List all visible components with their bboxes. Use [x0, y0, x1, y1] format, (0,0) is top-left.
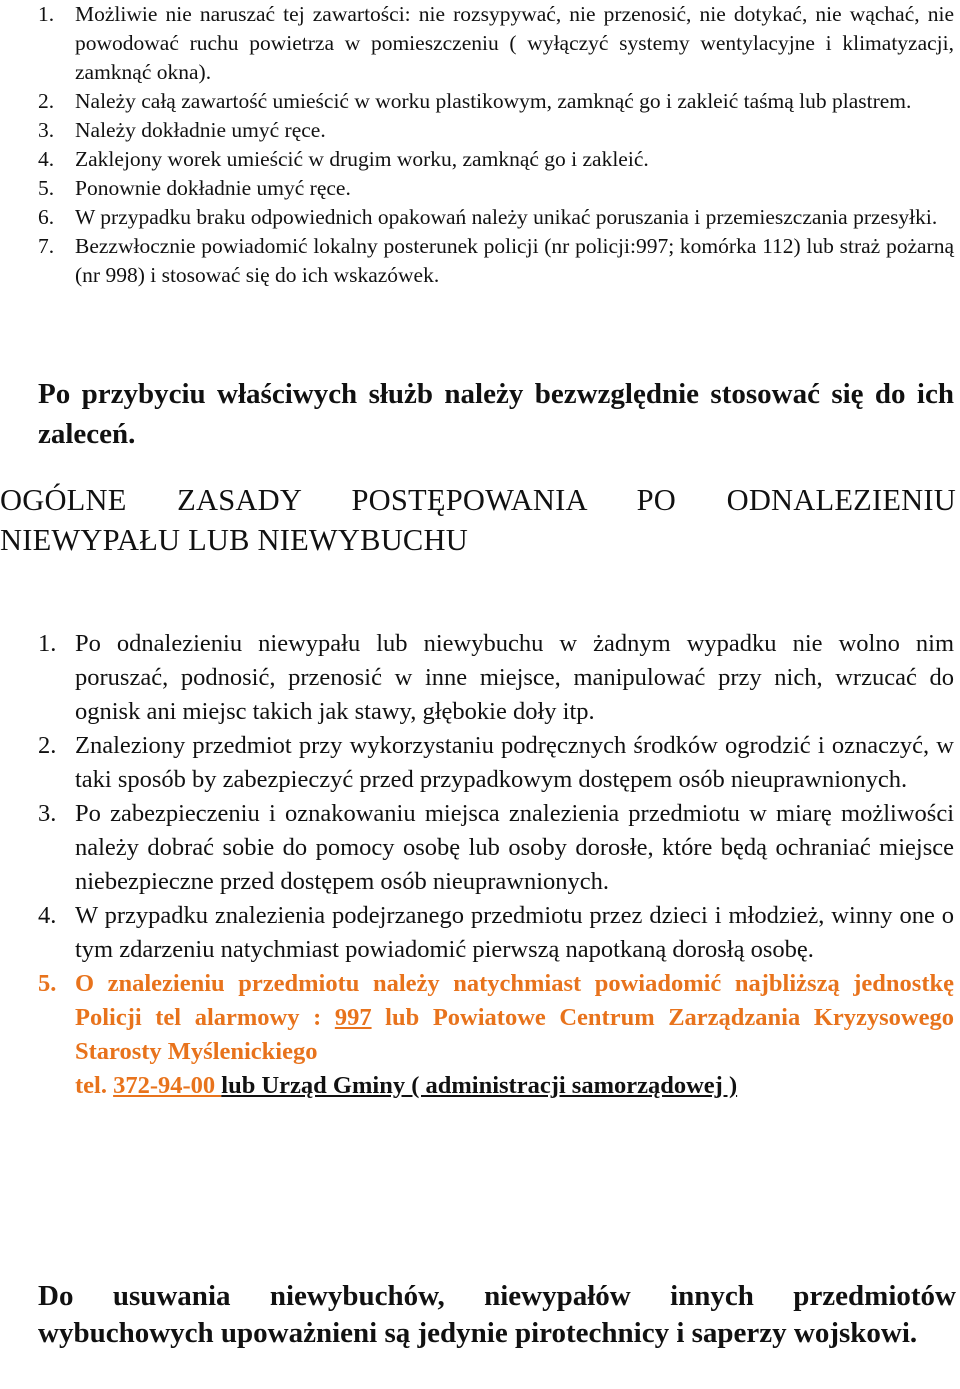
section-heading: OGÓLNE ZASADY POSTĘPOWANIA PO ODNALEZIENIU NIEWYPAŁU LUB NIEWYBUCHU	[0, 483, 956, 557]
list-item: 3. Należy dokładnie umyć ręce.	[38, 118, 326, 142]
list-item: 2. Znaleziony przedmiot przy wykorzystaniu podręcznych środków ogrodzić i oznaczyć, w taki sposób by zabezpieczyć przed przypadkowym dostępem osób nieuprawnionych.	[38, 732, 954, 793]
list-item: 2. Należy całą zawartość umieścić w worku plastikowym, zamknąć go i zakleić taśmą lub plastrem.	[38, 89, 912, 113]
list-item: 6. W przypadku braku odpowiednich opakowań należy unikać poruszania i przemieszczania przesyłki.	[38, 205, 938, 229]
list-item: 7. Bezzwłocznie powiadomić lokalny posterunek policji (nr policji:997; komórka 112) lub straż pożarną (nr 998) i stosować się do ich wskazówek.	[38, 234, 954, 287]
list-item: 3. Po zabezpieczeniu i oznakowaniu miejsca znalezienia przedmiotu w miarę możliwości należy dobrać sobie do pomocy osobę lub osoby dorosłe, które będą ochraniać miejsce niebezpieczne przed dostępem osób nieuprawnionych.	[38, 800, 954, 895]
municipal-office-text: lub Urząd Gminy ( administracji samorządowej )	[221, 1072, 738, 1099]
precautions-list	[0, 0, 958, 290]
footer-paragraph: Do usuwania niewybuchów, niewypałów innych przedmiotów wybuchowych upoważnieni są jedynie pirotechnicy i saperzy wojskowi.	[38, 1280, 956, 1349]
list-item: 1. Po odnalezieniu niewypału lub niewybuchu w żadnym wypadku nie wolno nim poruszać, podnosić, przenosić w inne miejsce, manipulować przy nich, wrzucać do ognisk ani miejsc takich jak stawy, głębokie doły itp.	[38, 630, 954, 725]
emphasis-paragraph: Po przybyciu właściwych służb należy bezwzględnie stosować się do ich zaleceń.	[38, 378, 954, 450]
procedure-list	[0, 627, 958, 1103]
list-item: 4. Zaklejony worek umieścić w drugim worku, zamknąć go i zakleić.	[38, 147, 649, 171]
list-item: 4. W przypadku znalezienia podejrzanego przedmiotu przez dzieci i młodzież, winny one o tym zdarzeniu natychmiast powiadomić pierwszą napotkaną dorosłą osobę.	[38, 902, 954, 963]
police-phone: 997	[334, 1004, 372, 1031]
list-item: 5. Ponownie dokładnie umyć ręce.	[38, 176, 351, 200]
list-item: 1. Możliwie nie naruszać tej zawartości: nie rozsypywać, nie przenosić, nie dotykać, nie wąchać, nie powodować ruchu powietrza w pomieszczeniu ( wyłączyć systemy wentylacyjne i klimatyzacji, zamknąć okna).	[38, 2, 954, 84]
crisis-center-phone: 372-94-00	[113, 1072, 222, 1099]
list-item-emergency: 5. O znalezieniu przedmiotu należy natychmiast powiadomić najbliższą jednostkę Policji tel alarmowy : 997 lub Powiatowe Centrum Zarządzania Kryzysowego Starosty Myślenickiego tel. 372-94-00 lub Urząd Gminy ( administracji samorządowej )	[38, 970, 954, 1099]
